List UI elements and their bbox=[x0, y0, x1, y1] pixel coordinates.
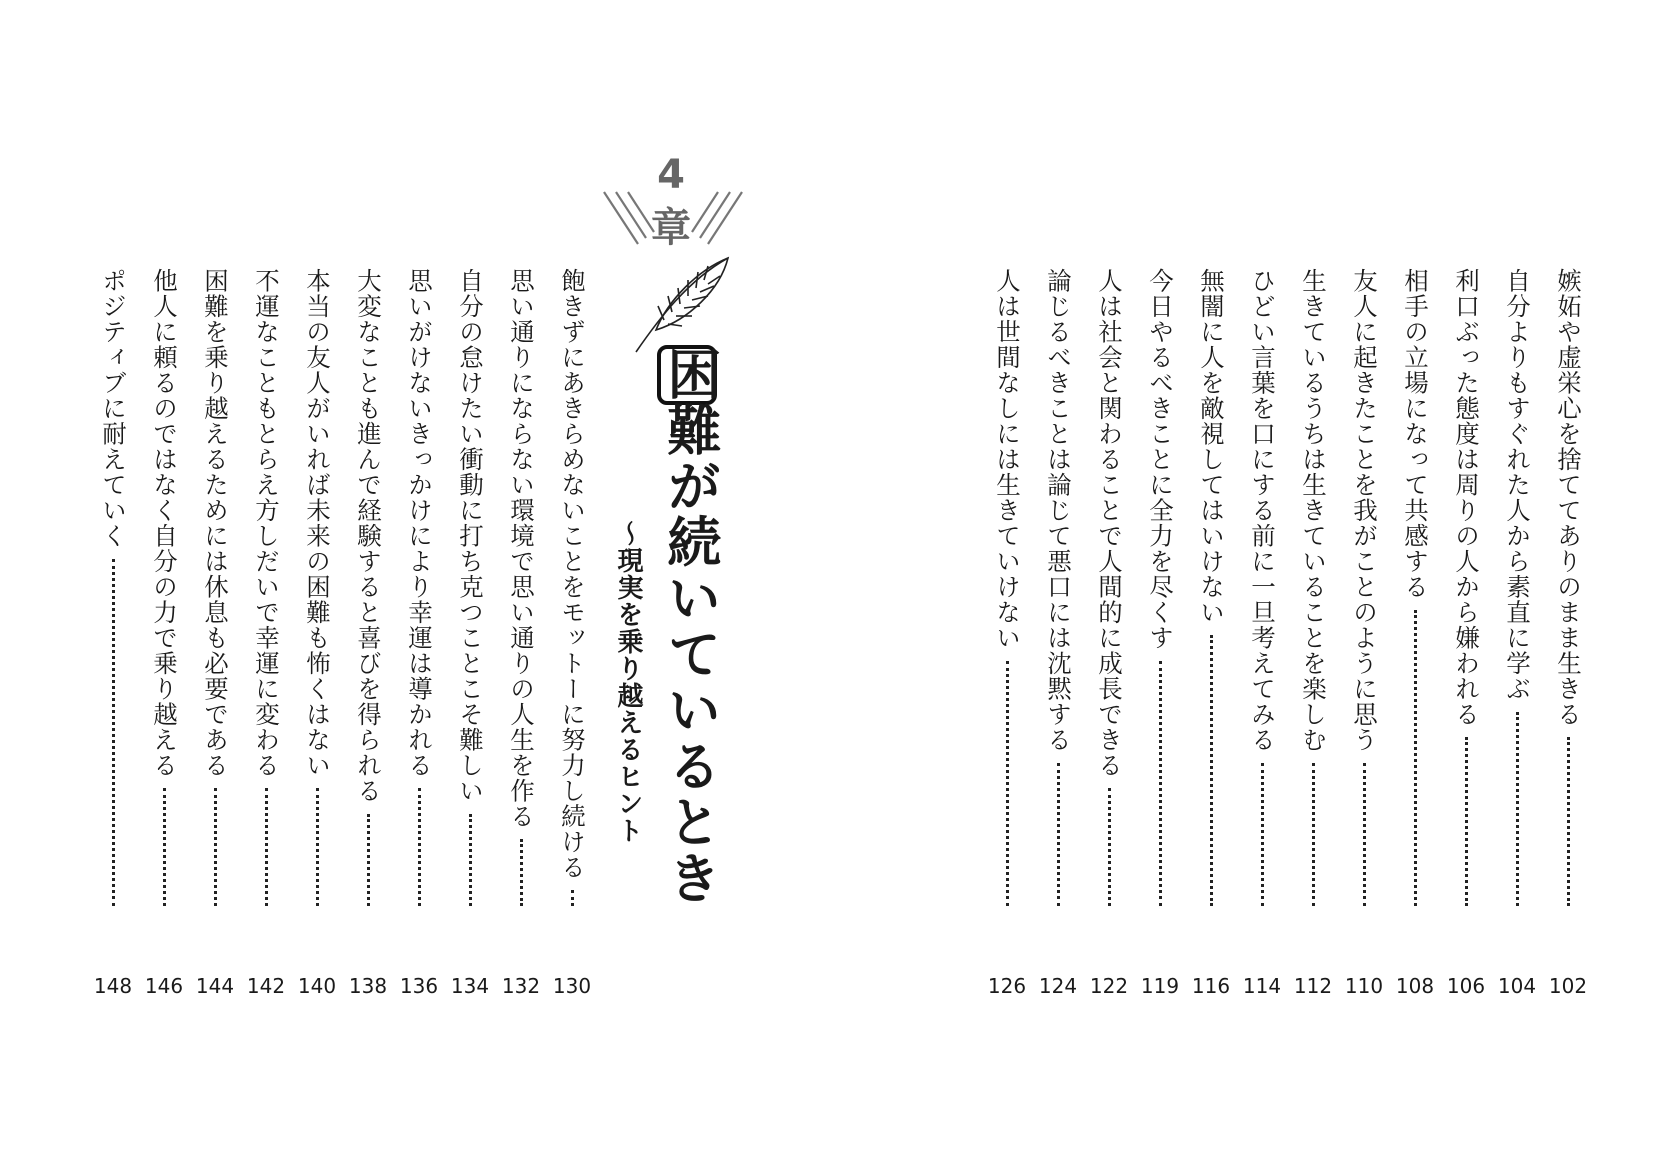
dot-leader bbox=[316, 788, 319, 906]
toc-title: 生きているうちは生きていることを楽しむ bbox=[1299, 268, 1328, 753]
toc-page-number: 114 bbox=[1242, 974, 1282, 998]
toc-title: 思い通りにならない環境で思い通りの人生を作る bbox=[507, 268, 536, 829]
toc-title: 思いがけないきっかけにより幸運は導かれる bbox=[405, 268, 434, 778]
toc-page-number: 142 bbox=[246, 974, 286, 998]
toc-title: 人は世間なしには生きていけない bbox=[993, 268, 1022, 651]
toc-page-number: 146 bbox=[144, 974, 184, 998]
toc-page-number: 106 bbox=[1446, 974, 1486, 998]
toc-page-number: 122 bbox=[1089, 974, 1129, 998]
dot-leader bbox=[1210, 635, 1213, 906]
toc-entry[interactable] bbox=[1038, 268, 1078, 908]
dot-leader bbox=[163, 788, 166, 906]
dot-leader bbox=[1312, 763, 1315, 907]
chapter-number: 4 bbox=[657, 152, 685, 198]
toc-entry[interactable] bbox=[399, 268, 439, 908]
dot-leader bbox=[1006, 661, 1009, 907]
toc-page-number: 110 bbox=[1344, 974, 1384, 998]
dot-leader bbox=[469, 814, 472, 907]
chapter-label: 章 bbox=[651, 205, 691, 251]
toc-page-number: 102 bbox=[1548, 974, 1588, 998]
toc-page-number: 134 bbox=[450, 974, 490, 998]
toc-page-number: 132 bbox=[501, 974, 541, 998]
toc-page-number: 130 bbox=[552, 974, 592, 998]
toc-entry[interactable] bbox=[1548, 268, 1588, 908]
toc-entry[interactable] bbox=[1293, 268, 1333, 908]
toc-page-number: 116 bbox=[1191, 974, 1231, 998]
dot-leader bbox=[112, 559, 115, 907]
dot-leader bbox=[1363, 763, 1366, 907]
dot-leader bbox=[520, 839, 523, 906]
toc-title: 人は社会と関わることで人間的に成長できる bbox=[1095, 268, 1124, 778]
toc-title: 本当の友人がいれば未来の困難も怖くはない bbox=[303, 268, 332, 778]
toc-page-number: 144 bbox=[195, 974, 235, 998]
dot-leader bbox=[1516, 712, 1519, 907]
toc-entry[interactable] bbox=[1344, 268, 1384, 908]
toc-entry[interactable] bbox=[450, 268, 490, 908]
dot-leader bbox=[1261, 763, 1264, 907]
toc-title: 不運なこともとらえ方しだいで幸運に変わる bbox=[252, 268, 281, 778]
toc-page-number: 108 bbox=[1395, 974, 1435, 998]
toc-title: 自分の怠けたい衝動に打ち克つことこそ難しい bbox=[456, 268, 485, 804]
dot-leader bbox=[1159, 661, 1162, 907]
chapter-subtitle: 〜現実を乗り越えるヒント bbox=[613, 520, 643, 844]
toc-entry[interactable] bbox=[1395, 268, 1435, 908]
toc-title: 自分よりもすぐれた人から素直に学ぶ bbox=[1503, 268, 1532, 702]
toc-page-number: 124 bbox=[1038, 974, 1078, 998]
dot-leader bbox=[1414, 610, 1417, 907]
toc-title: 困難を乗り越えるためには休息も必要である bbox=[201, 268, 230, 778]
toc-entry[interactable] bbox=[1497, 268, 1537, 908]
toc-title: 友人に起きたことを我がことのように思う bbox=[1350, 268, 1379, 753]
toc-title: ポジティブに耐えていく bbox=[99, 268, 128, 549]
toc-page-number: 136 bbox=[399, 974, 439, 998]
toc-entry[interactable] bbox=[987, 268, 1027, 908]
toc-title: ひどい言葉を口にする前に一旦考えてみる bbox=[1248, 268, 1277, 753]
toc-entry[interactable] bbox=[297, 268, 337, 908]
toc-page-number: 104 bbox=[1497, 974, 1537, 998]
toc-entry[interactable] bbox=[246, 268, 286, 908]
dot-leader bbox=[1567, 737, 1570, 906]
toc-title: 大変なことも進んで経験すると喜びを得られる bbox=[354, 268, 383, 804]
feather-icon bbox=[628, 250, 738, 360]
toc-entry[interactable] bbox=[144, 268, 184, 908]
toc-page-number: 148 bbox=[93, 974, 133, 998]
toc-entry[interactable] bbox=[1242, 268, 1282, 908]
chapter-title: 困難が続いているとき bbox=[659, 346, 722, 906]
toc-title: 他人に頼るのではなく自分の力で乗り越える bbox=[150, 268, 179, 778]
toc-title: 利口ぶった態度は周りの人から嫌われる bbox=[1452, 268, 1481, 727]
dot-leader bbox=[418, 788, 421, 906]
toc-title: 論じるべきことは論じて悪口には沈黙する bbox=[1044, 268, 1073, 753]
dot-leader bbox=[1465, 737, 1468, 906]
toc-page-number: 138 bbox=[348, 974, 388, 998]
toc-entry[interactable] bbox=[501, 268, 541, 908]
dot-leader bbox=[571, 890, 574, 906]
toc-page-number: 119 bbox=[1140, 974, 1180, 998]
dot-leader bbox=[265, 788, 268, 906]
toc-entry[interactable] bbox=[348, 268, 388, 908]
toc-page-number: 126 bbox=[987, 974, 1027, 998]
toc-title: 飽きずにあきらめないことをモットーに努力し続ける bbox=[558, 268, 587, 880]
dot-leader bbox=[1057, 763, 1060, 907]
toc-entry[interactable] bbox=[1191, 268, 1231, 908]
toc-entry[interactable] bbox=[1140, 268, 1180, 908]
dot-leader bbox=[1108, 788, 1111, 906]
toc-entry[interactable] bbox=[93, 268, 133, 908]
toc-entry[interactable] bbox=[552, 268, 592, 908]
toc-entry[interactable] bbox=[195, 268, 235, 908]
toc-page-number: 112 bbox=[1293, 974, 1333, 998]
toc-title: 相手の立場になって共感する bbox=[1401, 268, 1430, 600]
dot-leader bbox=[214, 788, 217, 906]
toc-page-number: 140 bbox=[297, 974, 337, 998]
dot-leader bbox=[367, 814, 370, 907]
toc-title: 今日やるべきことに全力を尽くす bbox=[1146, 268, 1175, 651]
toc-entry[interactable] bbox=[1089, 268, 1129, 908]
toc-entry[interactable] bbox=[1446, 268, 1486, 908]
toc-title: 無闇に人を敵視してはいけない bbox=[1197, 268, 1226, 625]
toc-title: 嫉妬や虚栄心を捨ててありのまま生きる bbox=[1554, 268, 1583, 727]
